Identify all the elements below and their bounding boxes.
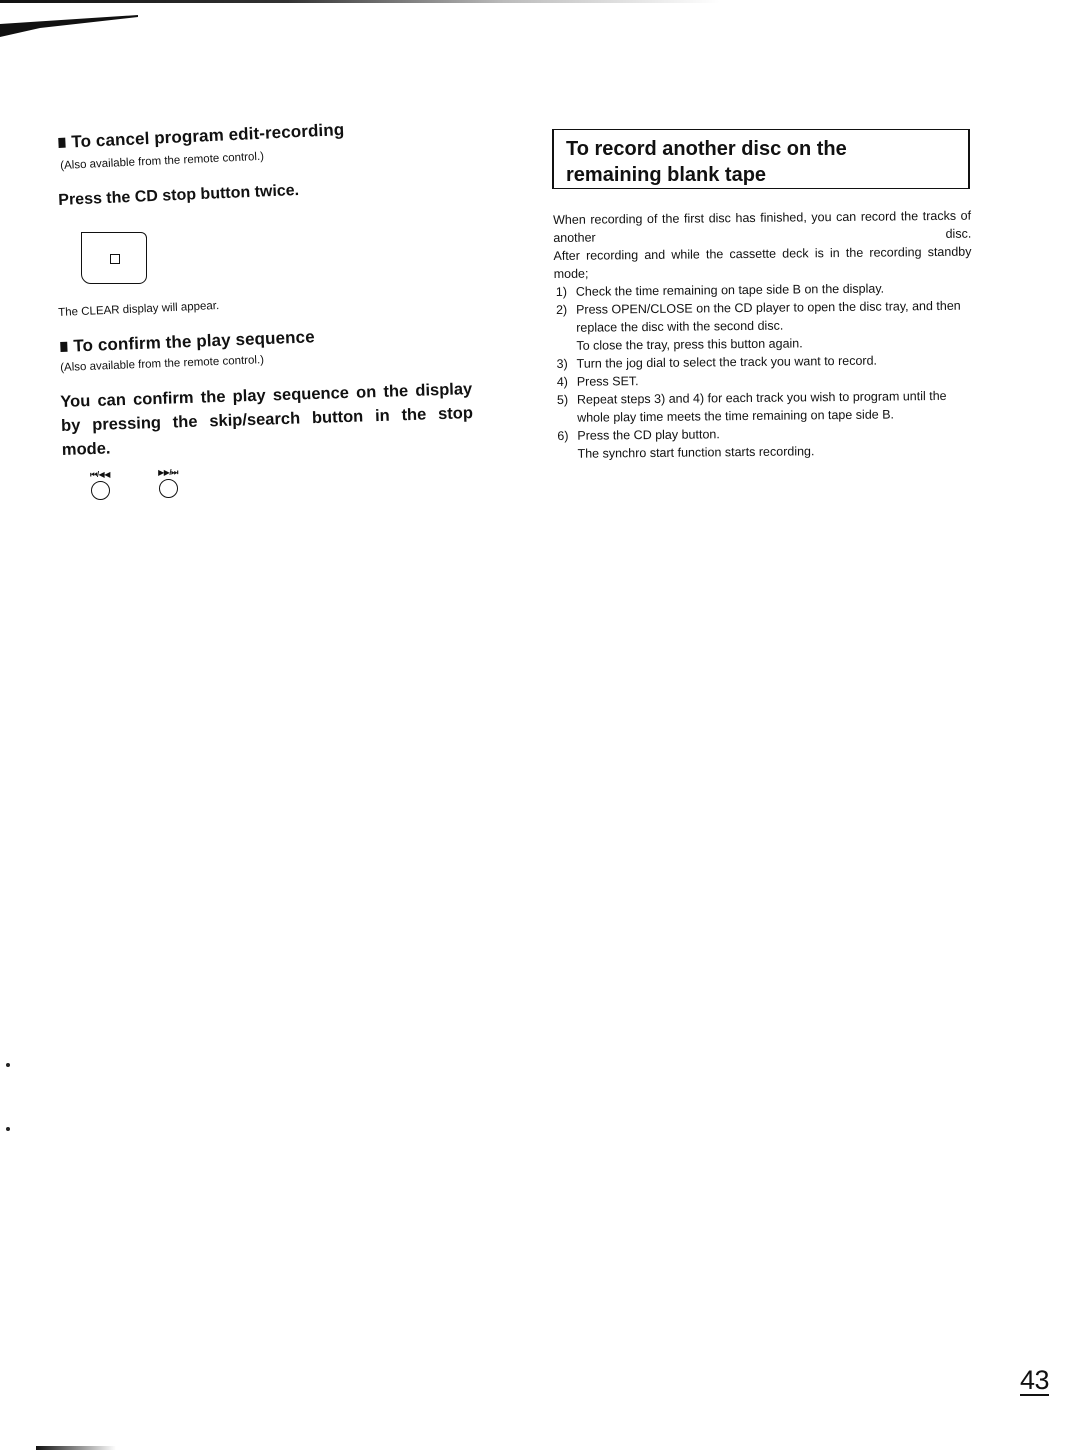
step-text: Repeat steps 3) and 4) for each track you wish to program until the whole play time meets the time remaining on tape side B. [576, 388, 947, 425]
confirm-remote-note: (Also available from the remote control.) [60, 354, 265, 374]
confirm-sequence-paragraph: You can confirm the play sequence on the display by pressing the skip/search button in the stop mode. [60, 380, 474, 459]
step-text: Press OPEN/CLOSE on the CD player to open the disc tray, and then replace the disc with the second disc. [575, 298, 961, 335]
skip-back-button [82, 470, 118, 500]
step-text: Press the CD play button. [577, 427, 720, 443]
clear-display-caption: The CLEAR display will appear. [58, 299, 220, 319]
step-number: 5) [556, 392, 569, 407]
step-item [555, 423, 973, 463]
step-text: Press SET. [576, 374, 639, 389]
scan-wedge-mark [0, 14, 138, 38]
step-text: Turn the jog dial to select the track you want to record. [576, 353, 878, 371]
intro-paragraph-2: After recording and while the cassette deck is in the recording standby mode; [553, 244, 972, 281]
section-body [553, 207, 974, 463]
bullet-square-icon [60, 342, 67, 352]
stop-square-icon [110, 254, 120, 264]
stop-button-icon [81, 232, 147, 284]
cancel-program-heading-text: To cancel program edit-recording [70, 120, 345, 152]
scan-edge-line [0, 0, 720, 3]
scan-dot [6, 1063, 10, 1067]
step-subtext: The synchro start function starts recording. [577, 444, 815, 461]
step-number: 6) [557, 428, 569, 443]
step-text: Check the time remaining on tape side B on the display. [575, 281, 885, 299]
confirm-sequence-heading [60, 327, 315, 357]
stop-twice-instruction: Press the CD stop button twice. [58, 181, 300, 209]
section-title-box [552, 129, 970, 189]
step-subtext: To close the tray, press this button again. [576, 336, 803, 353]
intro-paragraph-1: When recording of the first disc has finished, you can record the tracks of another disc. [553, 208, 972, 245]
bullet-square-icon [58, 138, 65, 148]
step-number: 2) [555, 302, 568, 317]
skip-back-button-icon [91, 481, 110, 500]
step-item [554, 297, 973, 355]
step-number: 4) [556, 374, 568, 389]
section-title: To record another disc on the remaining blank tape [566, 138, 847, 186]
scan-edge-mark [36, 1446, 116, 1450]
skip-back-label: ⏮/◀◀ [90, 470, 110, 479]
confirm-sequence-heading-text: To confirm the play sequence [72, 327, 316, 356]
cancel-remote-note: (Also available from the remote control.) [60, 150, 265, 172]
page-number: 43 [1020, 1365, 1050, 1395]
step-number: 3) [556, 356, 568, 371]
skip-forward-button [150, 468, 186, 498]
cancel-program-heading [58, 120, 345, 153]
step-number: 1) [555, 284, 568, 299]
skip-forward-button-icon [159, 479, 178, 498]
steps-list [554, 279, 974, 463]
scan-dot [6, 1127, 10, 1131]
step-item [555, 387, 973, 427]
skip-forward-label: ▶▶/⏭ [158, 468, 178, 477]
